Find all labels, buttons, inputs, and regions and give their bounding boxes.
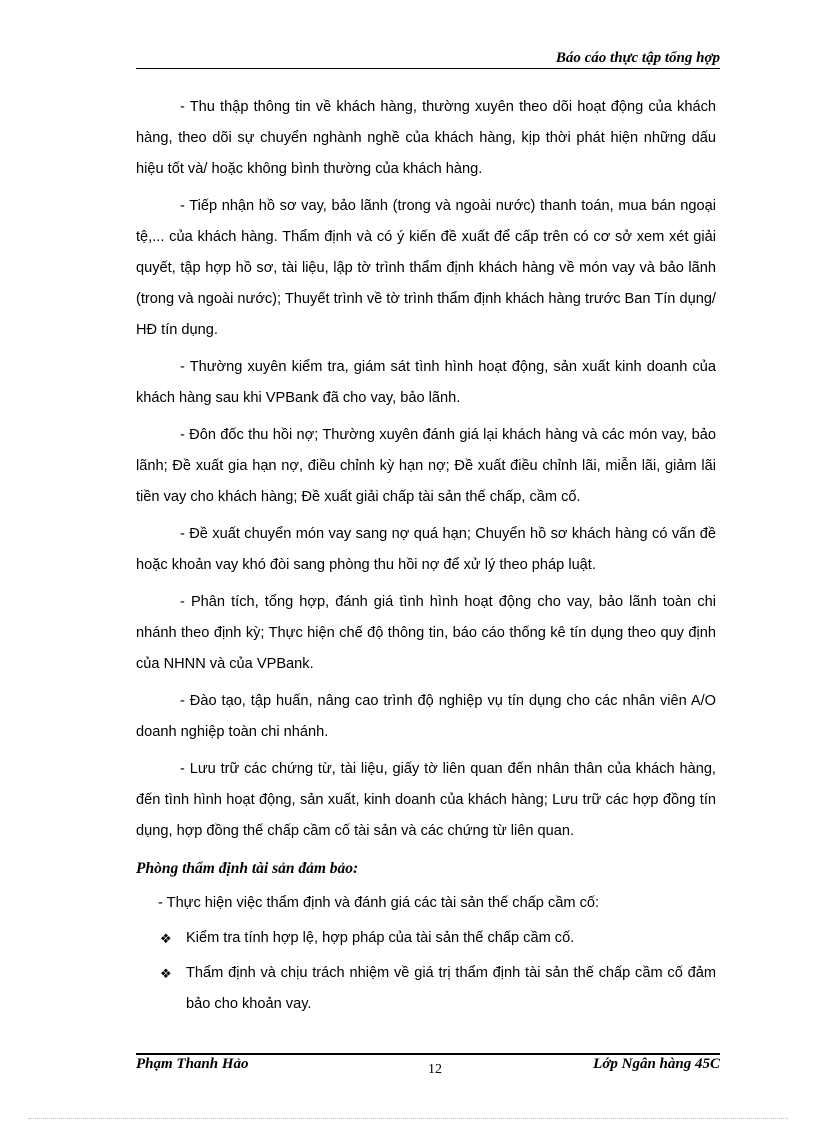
page-number: 12 xyxy=(428,1062,442,1077)
paragraph: - Đào tạo, tập huấn, nâng cao trình độ nghiệp vụ tín dụng cho các nhân viên A/O doanh nghiệp toàn chi nhánh. xyxy=(136,693,716,740)
page-bottom-dotted-line xyxy=(28,1118,788,1119)
diamond-bullet-icon: ❖ xyxy=(160,931,172,946)
section-heading: Phòng thẩm định tài sản đảm bảo: xyxy=(136,860,359,877)
header-title: Báo cáo thực tập tổng hợp xyxy=(555,50,720,66)
paragraph: - Thường xuyên kiểm tra, giám sát tình hình hoạt động, sản xuất kinh doanh của khách hàng sau khi VPBank đã cho vay, bảo lãnh. xyxy=(136,359,716,406)
list-item-text: Kiểm tra tính hợp lệ, hợp pháp của tài sản thế chấp cầm cố. xyxy=(186,930,575,946)
diamond-bullet-icon: ❖ xyxy=(160,966,172,981)
footer-class: Lớp Ngân hàng 45C xyxy=(593,1056,720,1072)
paragraph: - Đề xuất chuyển món vay sang nợ quá hạn; Chuyển hồ sơ khách hàng có vấn đề hoặc khoản vay khó đòi sang phòng thu hồi nợ để xử lý theo pháp luật. xyxy=(136,526,716,573)
paragraph: - Thu thập thông tin về khách hàng, thường xuyên theo dõi hoạt động của khách hàng, theo dõi sự chuyển nghành nghề của khách hàng, kịp thời phát hiện những dấu hiệu tốt và/ hoặc không bình thường của khách hàng. xyxy=(136,99,716,177)
footer-rule xyxy=(136,1053,720,1055)
paragraph: - Đôn đốc thu hồi nợ; Thường xuyên đánh giá lại khách hàng và các món vay, bảo lãnh; Đề xuất gia hạn nợ, điều chỉnh kỳ hạn nợ; Đề xuất điều chỉnh lãi, miễn lãi, giảm lãi tiền vay cho khách hàng; Đề xuất giải chấp tài sản thế chấp, cầm cố. xyxy=(136,427,716,505)
header-rule xyxy=(136,68,720,69)
paragraph: - Lưu trữ các chứng từ, tài liệu, giấy tờ liên quan đến nhân thân của khách hàng, đến tình hình hoạt động, sản xuất, kinh doanh của khách hàng; Lưu trữ các hợp đồng tín dụng, hợp đồng thế chấp cầm cố tài sản và các chứng từ liên quan. xyxy=(136,761,716,839)
list-item xyxy=(136,958,716,1020)
paragraph: - Phân tích, tổng hợp, đánh giá tình hình hoạt động cho vay, bảo lãnh toàn chi nhánh theo định kỳ; Thực hiện chế độ thông tin, báo cáo thống kê tín dụng theo quy định của NHNN và của VPBank. xyxy=(136,594,716,672)
footer-author: Phạm Thanh Hảo xyxy=(136,1056,249,1072)
page-content xyxy=(136,92,716,1024)
paragraph: - Tiếp nhận hồ sơ vay, bảo lãnh (trong và ngoài nước) thanh toán, mua bán ngoại tệ,... của khách hàng. Thẩm định và có ý kiến đề xuất để cấp trên có cơ sở xem xét giải quyết, tập hợp hồ sơ, tài liệu, lập tờ trình thẩm định khách hàng về món vay và bảo lãnh (trong và ngoài nước); Thuyết trình về tờ trình thẩm định khách hàng trước Ban Tín dụng/ HĐ tín dụng. xyxy=(136,198,716,338)
list-item xyxy=(136,923,716,954)
list-item-text: Thẩm định và chịu trách nhiệm về giá trị thẩm định tài sản thế chấp cầm cố đảm bảo cho khoản vay. xyxy=(186,965,716,1012)
section-intro: - Thực hiện việc thẩm định và đánh giá các tài sản thế chấp cầm cố: xyxy=(158,895,600,911)
